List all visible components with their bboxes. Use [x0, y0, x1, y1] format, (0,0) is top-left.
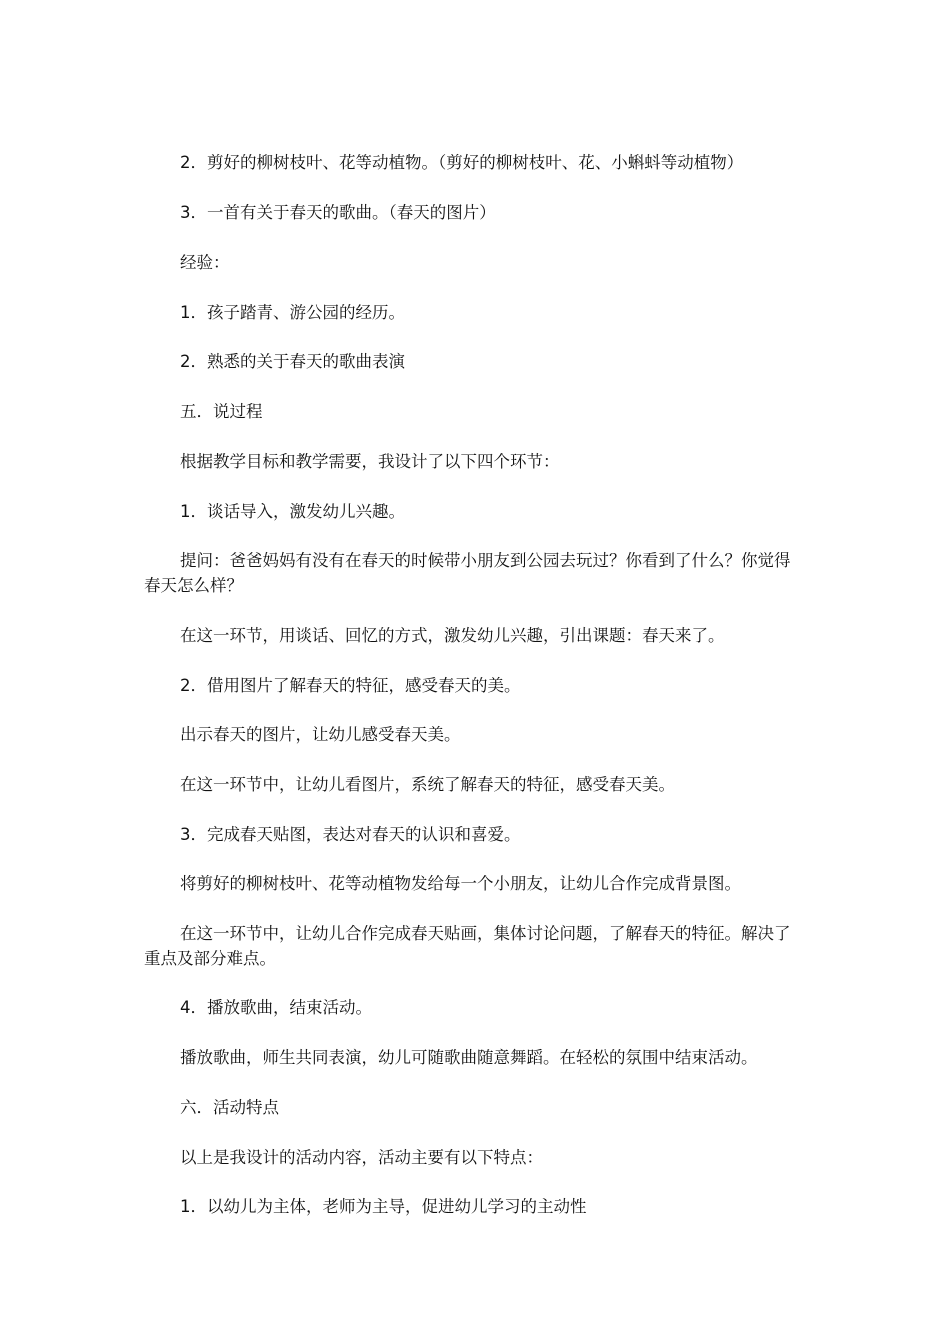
paragraph: 3．一首有关于春天的歌曲。（春天的图片）	[180, 203, 496, 222]
paragraph: 1．孩子踏青、游公园的经历。	[180, 303, 405, 322]
paragraph: 出示春天的图片，让幼儿感受春天美。	[180, 725, 461, 744]
paragraph: 2．借用图片了解春天的特征，感受春天的美。	[180, 676, 521, 695]
paragraph: 播放歌曲，师生共同表演，幼儿可随歌曲随意舞蹈。在轻松的氛围中结束活动。	[180, 1048, 758, 1067]
paragraph: 4．播放歌曲，结束活动。	[180, 998, 372, 1017]
paragraph: 以上是我设计的活动内容，活动主要有以下特点：	[180, 1148, 543, 1167]
paragraph: 在这一环节中，让幼儿合作完成春天贴画，集体讨论问题，了解春天的特征。解决了重点及部分难点。	[144, 924, 791, 968]
paragraph: 将剪好的柳树枝叶、花等动植物发给每一个小朋友，让幼儿合作完成背景图。	[180, 874, 741, 893]
paragraph: 在这一环节，用谈话、回忆的方式，激发幼儿兴趣，引出课题：春天来了。	[180, 626, 725, 645]
paragraph: 3．完成春天贴图，表达对春天的认识和喜爱。	[180, 825, 521, 844]
paragraph: 经验：	[180, 253, 230, 272]
paragraph: 在这一环节中，让幼儿看图片，系统了解春天的特征，感受春天美。	[180, 775, 675, 794]
paragraph: 2．熟悉的关于春天的歌曲表演	[180, 352, 405, 371]
paragraph: 根据教学目标和教学需要，我设计了以下四个环节：	[180, 452, 560, 471]
section-heading: 五．说过程	[180, 402, 263, 421]
paragraph: 1．以幼儿为主体，老师为主导，促进幼儿学习的主动性	[180, 1197, 587, 1216]
paragraph: 提问：爸爸妈妈有没有在春天的时候带小朋友到公园去玩过？你看到了什么？你觉得春天怎么样？	[144, 551, 791, 595]
paragraph: 1．谈话导入，激发幼儿兴趣。	[180, 502, 405, 521]
paragraph: 2．剪好的柳树枝叶、花等动植物。（剪好的柳树枝叶、花、小蝌蚪等动植物）	[180, 153, 744, 172]
section-heading: 六．活动特点	[180, 1098, 279, 1117]
